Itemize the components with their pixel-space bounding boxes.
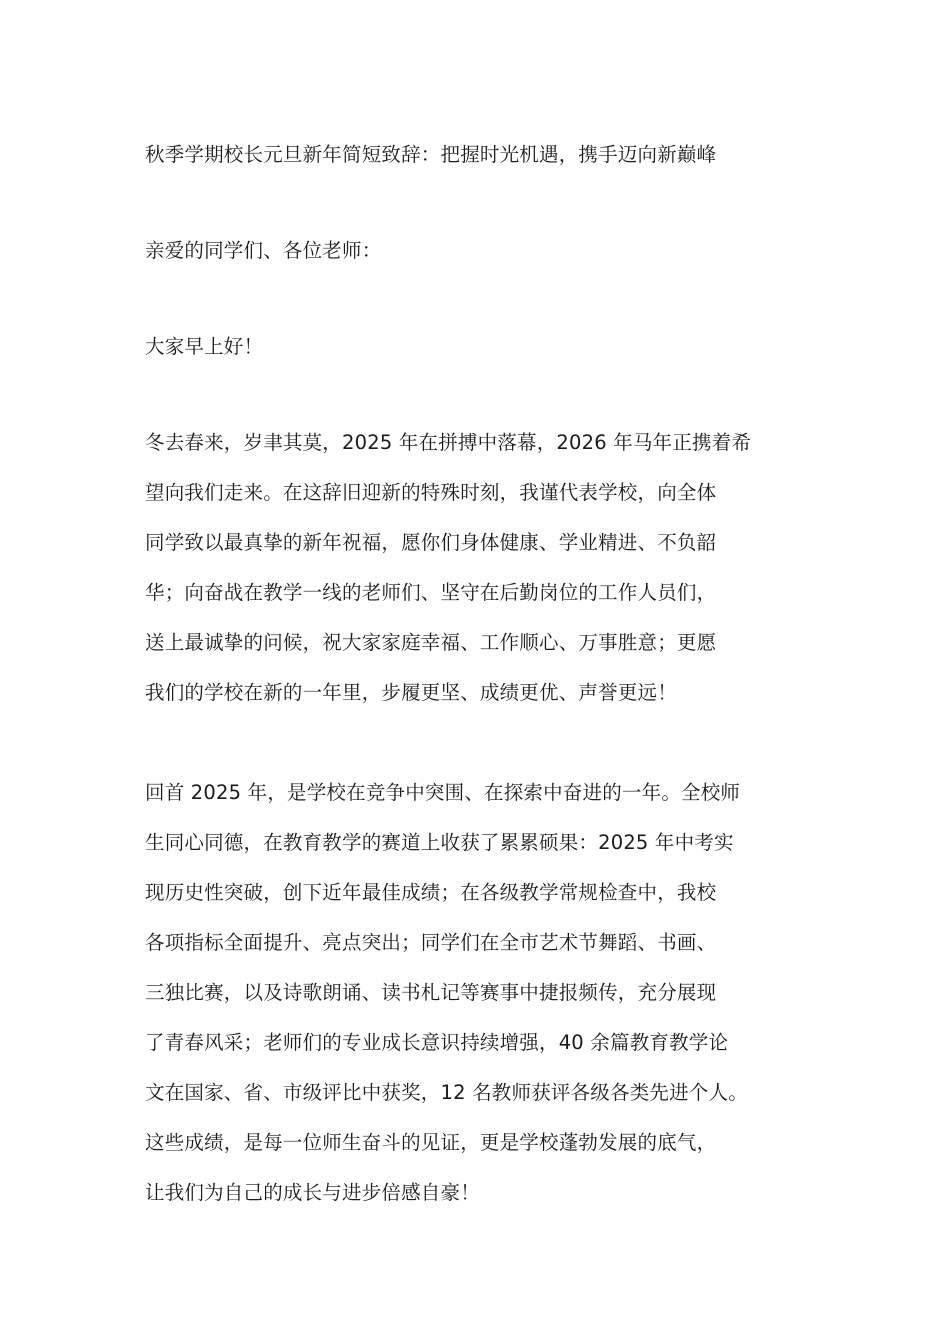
paragraph-line: 同学致以最真挚的新年祝福，愿你们身体健康、学业精进、不负韶 bbox=[145, 531, 717, 554]
document-body bbox=[145, 130, 845, 1218]
paragraph-line: 我们的学校在新的一年里，步履更坚、成绩更优、声誉更远！ bbox=[145, 681, 677, 704]
paragraph-line: 华；向奋战在教学一线的老师们、坚守在后勤岗位的工作人员们， bbox=[145, 581, 717, 604]
salutation: 亲爱的同学们、各位老师： bbox=[145, 239, 382, 262]
opening-line: 大家早上好！ bbox=[145, 335, 264, 358]
paragraph-line: 让我们为自己的成长与进步倍感自豪！ bbox=[145, 1181, 480, 1204]
paragraph-line: 冬去春来，岁聿其莫，2025 年在拼搏中落幕，2026 年马年正携着希 bbox=[145, 431, 752, 454]
paragraph-line: 望向我们走来。在这辞旧迎新的特殊时刻，我谨代表学校，向全体 bbox=[145, 481, 717, 504]
paragraph-new-year-wishes bbox=[145, 418, 845, 718]
paragraph-line: 现历史性突破，创下近年最佳成绩；在各级教学常规检查中，我校 bbox=[145, 881, 717, 904]
paragraph-line: 送上最诚挚的问候，祝大家家庭幸福、工作顺心、万事胜意；更愿 bbox=[145, 631, 717, 654]
paragraph-line: 这些成绩，是每一位师生奋斗的见证，更是学校蓬勃发展的底气， bbox=[145, 1131, 717, 1154]
paragraph-line: 了青春风采；老师们的专业成长意识持续增强，40 余篇教育教学论 bbox=[145, 1031, 729, 1054]
paragraph-line: 各项指标全面提升、亮点突出；同学们在全市艺术节舞蹈、书画、 bbox=[145, 931, 717, 954]
paragraph-line: 生同心同德，在教育教学的赛道上收获了累累硕果：2025 年中考实 bbox=[145, 831, 734, 854]
document-title: 秋季学期校长元旦新年简短致辞：把握时光机遇，携手迈向新巅峰 bbox=[145, 143, 717, 166]
paragraph-line: 回首 2025 年，是学校在竞争中突围、在探索中奋进的一年。全校师 bbox=[145, 781, 741, 804]
paragraph-line: 三独比赛，以及诗歌朗诵、读书札记等赛事中捷报频传，充分展现 bbox=[145, 981, 717, 1004]
paragraph-line: 文在国家、省、市级评比中获奖，12 名教师获评各级各类先进个人。 bbox=[145, 1081, 748, 1104]
paragraph-review-2025 bbox=[145, 768, 845, 1218]
